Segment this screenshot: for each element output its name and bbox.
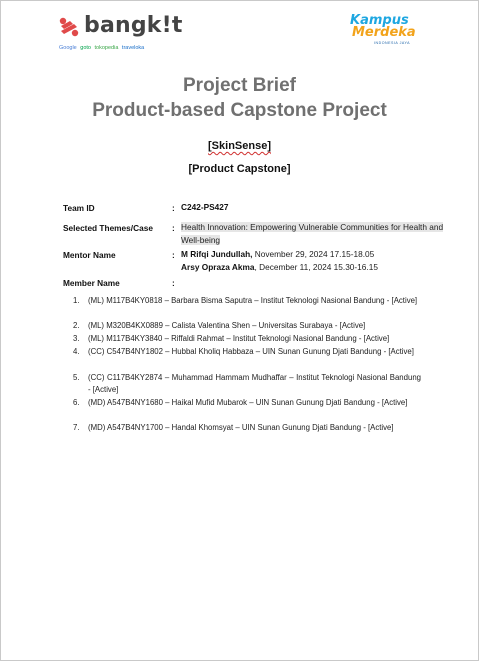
- document-subtitle: Product-based Capstone Project: [92, 100, 387, 121]
- member-number: 1.: [73, 296, 80, 305]
- kampus-merdeka-tagline: INDONESIA JAYA: [374, 41, 411, 45]
- kampus-merdeka-logo: [350, 13, 420, 49]
- theme-colon: :: [172, 223, 175, 233]
- member-number: 3.: [73, 334, 80, 343]
- team-id-value: [181, 201, 461, 214]
- document-title: Project Brief: [183, 75, 296, 96]
- merdeka-word: Merdeka: [352, 25, 416, 40]
- member-colon: :: [172, 278, 175, 288]
- bangkit-partners: [59, 45, 146, 51]
- theme-label: Selected Themes/Case: [63, 223, 153, 233]
- mentor1-time: November 29, 2024 17.15-18.05: [252, 249, 375, 259]
- member-number: 7.: [73, 423, 80, 432]
- mentor1-name: M Rifqi Jundullah,: [181, 249, 253, 259]
- team-id-colon: :: [172, 203, 175, 213]
- theme-value-text: Health Innovation: Empowering Vulnerable Communities for Health and Well-being: [181, 222, 444, 245]
- member-text: (MD) A547B4NY1700 – Handal Khomsyat – UIN Sunan Gunung Djati Bandung - [Active]: [88, 423, 394, 432]
- mentor-colon: :: [172, 250, 175, 260]
- theme-value: [181, 221, 461, 246]
- partner-traveloka: traveloka: [121, 45, 145, 51]
- mentor-value: [181, 248, 461, 273]
- project-name: [1, 140, 478, 152]
- member-text: (ML) M117B4KY0818 – Barbara Bisma Saputra – Institut Teknologi Nasional Bandung - [Active]: [88, 296, 418, 305]
- partner-google: Google: [59, 45, 77, 51]
- mentor2-time: , December 11, 2024 15.30-16.15: [254, 261, 378, 272]
- bangkit-mark-icon: [58, 17, 80, 37]
- bangkit-wordmark: bangk!t: [84, 13, 183, 38]
- member-number: 6.: [73, 398, 80, 407]
- member-label: Member Name: [63, 278, 120, 288]
- partner-tokopedia: tokopedia: [94, 45, 119, 51]
- member-text: (CC) C547B4NY1802 – Hubbal Kholiq Habbaza – UIN Sunan Gunung Djati Bandung - [Active]: [88, 347, 414, 356]
- member-text: (ML) M117B4KY3840 – Riffaldi Rahmat – Institut Teknologi Nasional Bandung - [Active]: [88, 334, 390, 343]
- member-number: 2.: [73, 321, 80, 330]
- mentor2-name: Arsy Opraza Akma: [181, 261, 255, 272]
- project-type: [Product Capstone]: [188, 163, 291, 175]
- kampus-word: Kampus: [350, 13, 409, 28]
- member-text: (MD) A547B4NY1680 – Haikal Mufid Mubarok – UIN Sunan Gunung Djati Bandung - [Active]: [88, 398, 408, 407]
- partner-goto: goto: [80, 45, 91, 51]
- member-text: (CC) C117B4KY2874 – Muhammad Hammam Mudhaffar – Institut Teknologi Nasional Bandung - [Active]: [88, 373, 421, 395]
- mentor-label: Mentor Name: [63, 250, 116, 260]
- team-id-label: Team ID: [63, 203, 95, 213]
- project-name-text: [SkinSense]: [208, 140, 271, 152]
- member-number: 4.: [73, 347, 80, 356]
- team-id-value-text: C242-PS427: [181, 202, 229, 212]
- member-text: (ML) M320B4KX0889 – Calista Valentina Shen – Universitas Surabaya - [Active]: [88, 321, 366, 330]
- member-number: 5.: [73, 373, 80, 382]
